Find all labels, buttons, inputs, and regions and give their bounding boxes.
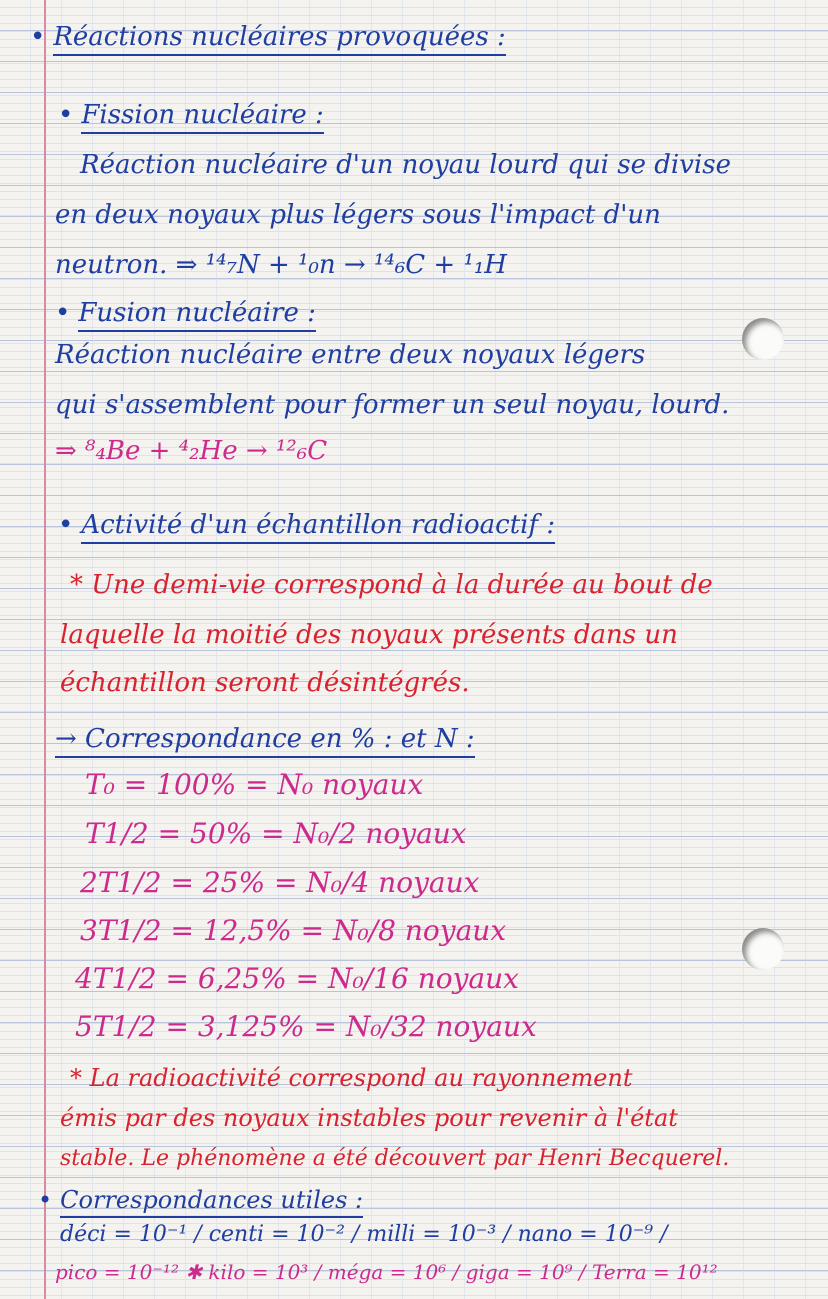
fusion-line-1: Réaction nucléaire entre deux noyaux légers <box>55 340 646 370</box>
activite-line-3: échantillon seront désintégrés. <box>60 668 470 698</box>
fission-heading: • Fission nucléaire : <box>58 100 324 130</box>
correspondance-row-4: 4T1/2 = 6,25% = N₀/16 noyaux <box>75 962 519 995</box>
correspondance-heading: → Correspondance en % : et N : <box>55 724 475 754</box>
page-title: • Réactions nucléaires provoquées : <box>30 22 506 52</box>
fusion-heading: • Fusion nucléaire : <box>55 298 316 328</box>
correspondance-row-5: 5T1/2 = 3,125% = N₀/32 noyaux <box>75 1010 537 1043</box>
utiles-line-2: pico = 10⁻¹² ✱ kilo = 10³ / méga = 10⁶ / giga = 10⁹ / Terra = 10¹² <box>55 1260 718 1284</box>
punch-hole-bottom <box>742 928 784 970</box>
utiles-line-1: déci = 10⁻¹ / centi = 10⁻² / milli = 10⁻³ / nano = 10⁻⁹ / <box>60 1222 668 1247</box>
fusion-line-2: qui s'assemblent pour former un seul noyau, lourd. <box>55 390 730 420</box>
radioactivite-line-3: stable. Le phénomène a été découvert par Henri Becquerel. <box>60 1146 730 1171</box>
correspondance-row-2: 2T1/2 = 25% = N₀/4 noyaux <box>80 866 480 899</box>
fission-line-3: neutron. ⇒ ¹⁴₇N + ¹₀n → ¹⁴₆C + ¹₁H <box>55 250 507 280</box>
utiles-heading: • Correspondances utiles : <box>38 1186 363 1214</box>
correspondance-row-0: T₀ = 100% = N₀ noyaux <box>85 768 424 801</box>
correspondance-row-1: T1/2 = 50% = N₀/2 noyaux <box>85 817 467 850</box>
correspondance-row-3: 3T1/2 = 12,5% = N₀/8 noyaux <box>80 914 507 947</box>
radioactivite-line-2: émis par des noyaux instables pour revenir à l'état <box>60 1104 678 1132</box>
fission-line-2: en deux noyaux plus légers sous l'impact d'un <box>55 200 661 230</box>
radioactivite-line-1: * La radioactivité correspond au rayonnement <box>70 1064 633 1092</box>
activite-line-1: * Une demi-vie correspond à la durée au bout de <box>70 570 713 600</box>
activite-heading: • Activité d'un échantillon radioactif : <box>58 510 555 540</box>
activite-line-2: laquelle la moitié des noyaux présents dans un <box>60 620 678 650</box>
fission-line-1: Réaction nucléaire d'un noyau lourd qui se divise <box>80 150 731 180</box>
fusion-equation: ⇒ ⁸₄Be + ⁴₂He → ¹²₆C <box>55 436 328 466</box>
punch-hole-top <box>742 318 784 360</box>
margin-line <box>44 0 46 1299</box>
